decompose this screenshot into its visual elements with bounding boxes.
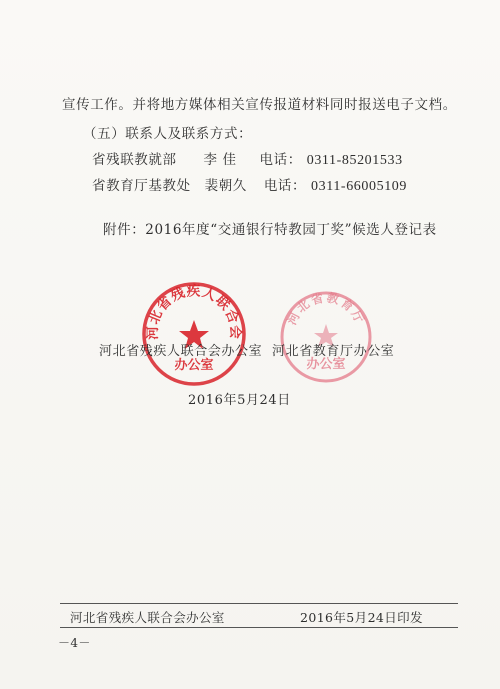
contact-1-phone-label: 电话： [259,152,302,168]
signature-org-2: 河北省教育厅办公室 [272,344,395,359]
seal-education-department [279,290,373,384]
seal-1-arc-text: 河北省残疾人联合会 [144,283,244,340]
contact-2-name: 裴朝久 [204,178,247,194]
contact-1-name: 李 佳 [203,152,237,168]
attachment-line: 附件：2016年度“交通银行特教园丁奖”候选人登记表 [103,222,437,238]
footer-issuer: 河北省残疾人联合会办公室 [70,610,225,625]
seal-2-bottom-text: 办公室 [306,357,346,372]
body-line-1: 宣传工作。并将地方媒体相关宣传报道材料同时报送电子文档。 [62,97,457,113]
contact-heading: （五）联系人及联系方式： [83,126,253,142]
contact-1-phone: 0311-85201533 [306,153,403,168]
seal-2-arc-text: 河北省教育厅 [284,290,368,328]
footer-bottom-rule [60,627,458,628]
page-number: －4－ [58,636,91,650]
signature-date: 2016年5月24日 [188,393,291,408]
contact-2-phone-label: 电话： [263,178,307,194]
seal-disabled-persons-federation [141,281,247,387]
contact-2-phone: 0311-66005109 [311,179,407,194]
contact-1-dept: 省残联教就部 [92,152,177,168]
contact-row-1 [92,148,403,169]
contact-2-dept: 省教育厅基教处 [92,178,191,194]
signature-org-1: 河北省残疾人联合会办公室 [99,344,263,359]
footer-issue-date: 2016年5月24日印发 [300,610,423,625]
seal-1-bottom-text: 办公室 [174,358,214,373]
contact-row-2 [92,174,407,195]
svg-text:河北省教育厅 [284,290,369,327]
footer-top-rule [60,603,458,604]
